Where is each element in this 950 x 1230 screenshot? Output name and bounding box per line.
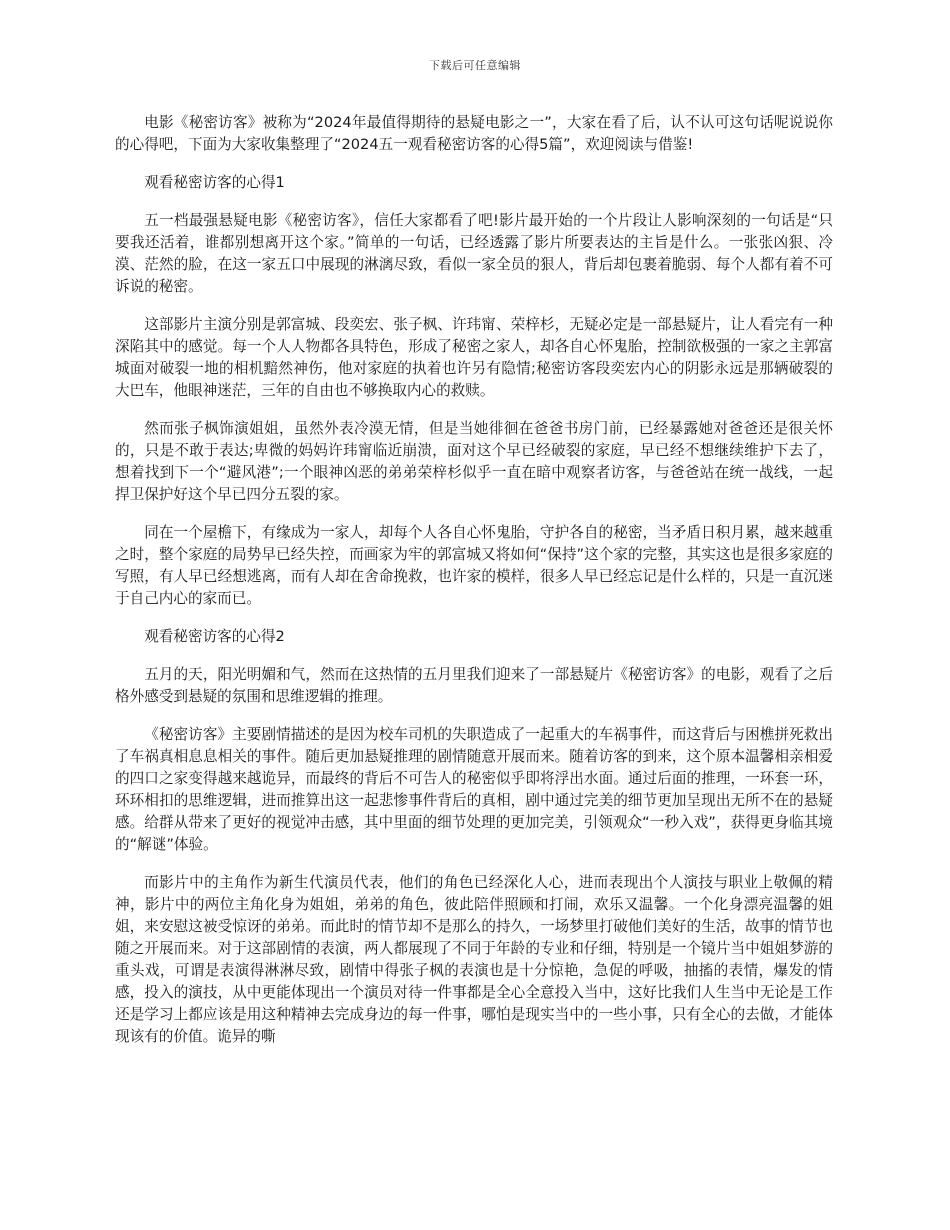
page-header: 下载后可任意编辑 — [429, 59, 521, 72]
section-1-title: 观看秘密访客的心得1 — [144, 174, 285, 191]
section-1-paragraph-4: 同在一个屋檐下，有缘成为一家人，却每个人各自心怀鬼胎，守护各自的秘密，当矛盾日积月累，越来越重之时，整个家庭的局势早已经失控，而画家为牢的郭富城又将如何“保持”这个家的完整，其实这也是很多家庭的写照，有人早已经想逃离，而有人却在舍命挽救，也许家的模样，很多人早已经忘记是什么样的，只是一直沉迷于自己内心的家而已。 — [115, 524, 833, 607]
section-1-paragraph-2: 这部影片主演分别是郭富城、段奕宏、张子枫、许玮甯、荣梓杉，无疑必定是一部悬疑片，让人看完有一种深陷其中的感觉。每一个人人物都各具特色，形成了秘密之家人，却各自心怀鬼胎，控制欲极强的一家之主郭富城面对破裂一地的相机黯然神伤，他对家庭的执着也许另有隐情;秘密访客段奕宏内心的阴影永远是那辆破裂的大巴车，他眼神迷茫，三年的自由也不够换取内心的救赎。 — [115, 316, 833, 399]
intro-paragraph: 电影《秘密访客》被称为“2024年最值得期待的悬疑电影之一”，大家在看了后，认不认可这句话呢说说你的心得吧，下面为大家收集整理了“2024五一观看秘密访客的心得5篇”，欢迎阅读与借鉴! — [115, 114, 833, 153]
section-2-paragraph-1: 五月的天，阳光明媚和气，然而在这热情的五月里我们迎来了一部悬疑片《秘密访客》的电影，观看了之后格外感受到悬疑的氛围和思维逻辑的推理。 — [115, 666, 833, 705]
section-1-paragraph-3: 然而张子枫饰演姐姐，虽然外表冷漠无情，但是当她徘徊在爸爸书房门前，已经暴露她对爸爸还是很关怀的，只是不敢于表达;卑微的妈妈许玮甯临近崩溃，面对这个早已经破裂的家庭，早已经不想继续维护下去了，想着找到下一个“避风港”;一个眼神凶恶的弟弟荣梓杉似乎一直在暗中观察者访客，与爸爸站在统一战线，一起捍卫保护好这个早已四分五裂的家。 — [115, 420, 833, 503]
section-2-title: 观看秘密访客的心得2 — [144, 628, 285, 645]
section-2-paragraph-2: 《秘密访客》主要剧情描述的是因为校车司机的失职造成了一起重大的车祸事件，而这背后与困樵拼死救出了车祸真相息息相关的事件。随后更加悬疑推理的剧情随意开展而来。随着访客的到来，这个原本温馨相亲相爱的四口之家变得越来越诡异，而最终的背后不可告人的秘密似乎即将浮出水面。通过后面的推理，一环套一环，环环相扣的思维逻辑，进而推算出这一起悲惨事件背后的真相，剧中通过完美的细节更加呈现出无所不在的悬疑感。给群从带来了更好的视觉冲击感，其中里面的细节处理的更加完美，引领观众“一秒入戏”，获得更身临其境的“解谜”体验。 — [115, 726, 833, 853]
section-2-paragraph-3: 而影片中的主角作为新生代演员代表，他们的角色已经深化人心，进而表现出个人演技与职业上敬佩的精神，影片中的两位主角化身为姐姐，弟弟的角色，彼此陪伴照顾和打闹，欢乐又温馨。一个化身漂亮温馨的姐姐，来安慰这被受惊讶的弟弟。而此时的情节却不是那么的持久，一场梦里打破他们美好的生活，故事的情节也随之开展而来。对于这部剧情的表演，两人都展现了不同于年龄的专业和仔细，特别是一个镜片当中姐姐梦游的重头戏，可谓是表演得淋淋尽致，剧情中得张子枫的表演也是十分惊艳，急促的呼吸，抽搐的表情，爆发的情感，投入的演技，从中更能体现出一个演员对待一件事都是全心全意投入当中，这好比我们人生当中无论是工作还是学习上都应该是用这种精神去完成身边的每一件事，哪怕是现实当中的一些小事，只有全心的去做，才能体现该有的价值。诡异的嘶 — [115, 874, 833, 1045]
document-body — [115, 112, 833, 1048]
section-1-paragraph-1: 五一档最强悬疑电影《秘密访客》，信任大家都看了吧!影片最开始的一个片段让人影响深刻的一句话是“只要我还活着，谁都别想离开这个家。”简单的一句话，已经透露了影片所要表达的主旨是什么。一张张凶狠、冷漠、茫然的脸，在这一家五口中展现的淋漓尽致，看似一家全员的狠人，背后却包裹着脆弱、每个人都有着不可诉说的秘密。 — [115, 212, 833, 295]
